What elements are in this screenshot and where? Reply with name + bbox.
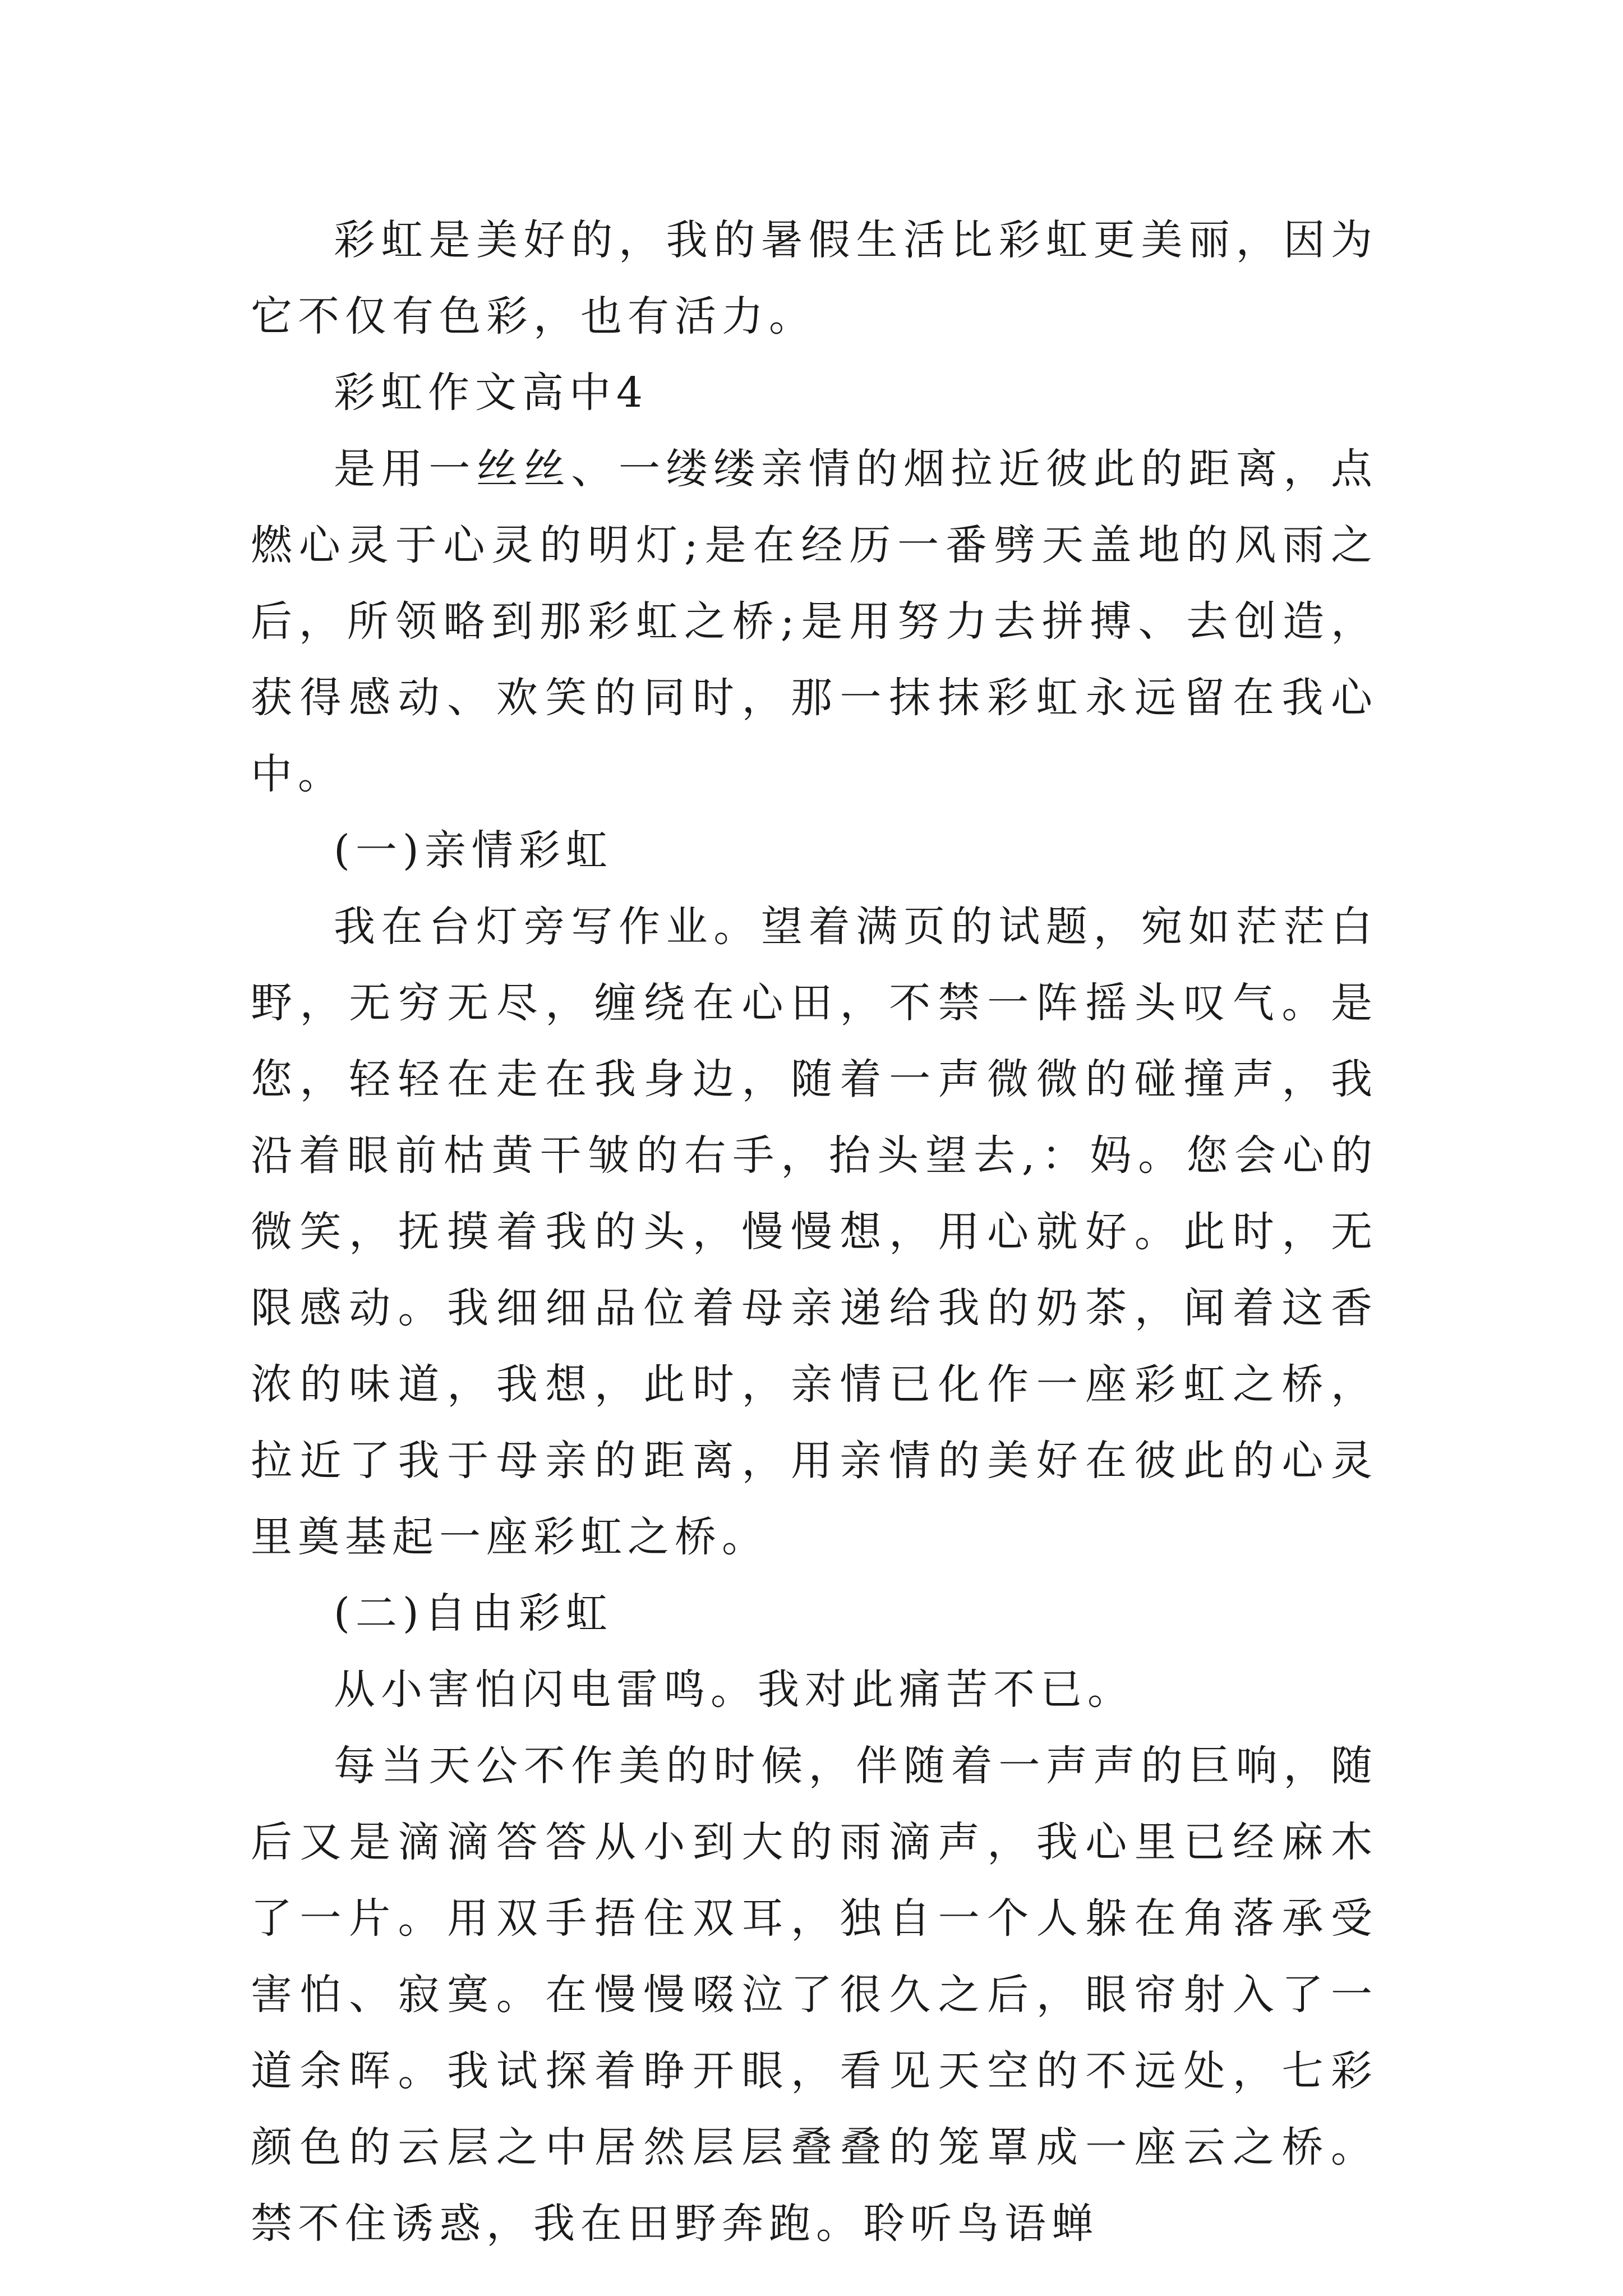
document-body	[251, 202, 1378, 2262]
paragraph-intro-closing: 彩虹是美好的，我的暑假生活比彩虹更美丽，因为它不仅有色彩，也有活力。	[251, 216, 1378, 341]
subheading-family-rainbow: (一)亲情彩虹	[334, 826, 613, 875]
section-heading: 彩虹作文高中4	[334, 369, 649, 417]
paragraph-fear-thunder: 从小害怕闪电雷鸣。我对此痛苦不已。	[334, 1665, 1135, 1714]
subheading-freedom-rainbow: (二)自由彩虹	[334, 1589, 613, 1637]
paragraph-opening: 是用一丝丝、一缕缕亲情的烟拉近彼此的距离，点燃心灵于心灵的明灯;是在经历一番劈天盖地的风雨之后，所领略到那彩虹之桥;是用努力去拼搏、去创造，获得感动、欢笑的同时，那一抹抹彩虹永远留在我心中。	[251, 445, 1378, 798]
paragraph-family-rainbow: 我在台灯旁写作业。望着满页的试题，宛如茫茫白野，无穷无尽，缠绕在心田，不禁一阵摇头叹气。是您，轻轻在走在我身边，随着一声微微的碰撞声，我沿着眼前枯黄干皱的右手，抬头望去,：妈。您会心的微笑，抚摸着我的头，慢慢想，用心就好。此时，无限感动。我细细品位着母亲递给我的奶茶，闻着这香浓的味道，我想，此时，亲情已化作一座彩虹之桥，拉近了我于母亲的距离，用亲情的美好在彼此的心灵里奠基起一座彩虹之桥。	[251, 903, 1378, 1561]
paragraph-freedom-rainbow: 每当天公不作美的时候，伴随着一声声的巨响，随后又是滴滴答答从小到大的雨滴声，我心里已经麻木了一片。用双手捂住双耳，独自一个人躲在角落承受害怕、寂寞。在慢慢啜泣了很久之后，眼帘射入了一道余晖。我试探着睁开眼，看见天空的不远处，七彩颜色的云层之中居然层层叠叠的笼罩成一座云之桥。禁不住诱惑，我在田野奔跑。聆听鸟语蝉	[251, 1742, 1378, 2248]
